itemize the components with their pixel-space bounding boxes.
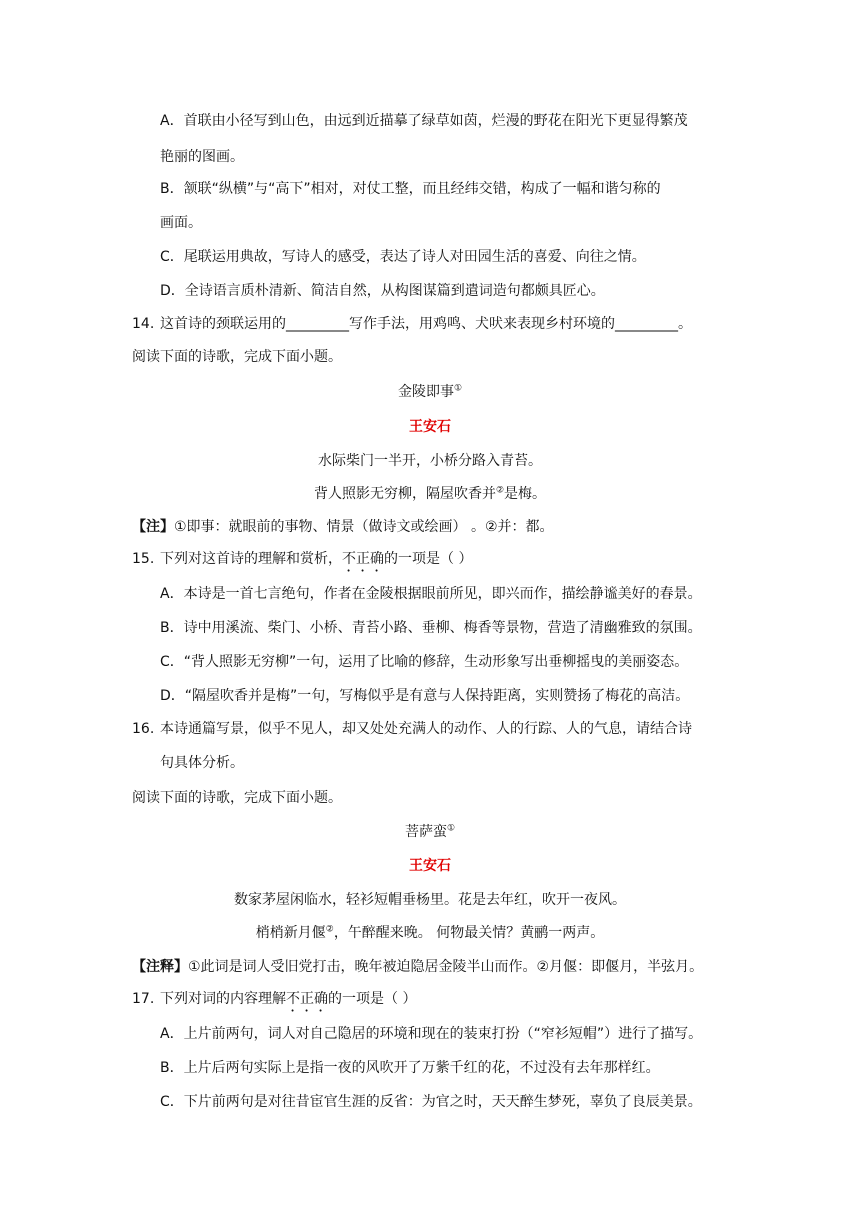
question-text: 下列对这首诗的理解和赏析，: [160, 551, 342, 567]
poem1-line1: 水际柴门一半开，小桥分路入青苔。: [318, 453, 542, 469]
question-number: 17.: [132, 991, 155, 1007]
question-16-cont: 句具体分析。: [160, 755, 244, 771]
poem1-line2: [0, 483, 860, 505]
question-14: [132, 313, 692, 335]
question-text: 的一项是（ ）: [384, 551, 473, 567]
poem1-author: 王安石: [409, 419, 451, 435]
note-text: ①即事：就眼前的事物、情景（做诗文或绘画） 。②并：都。: [174, 519, 554, 535]
note-text: ①此词是词人受旧党打击，晚年被迫隐居金陵半山而作。②月偃：即偃月，半弦月。: [188, 959, 704, 975]
poem2-author: 王安石: [409, 858, 451, 874]
emphasis-text: 不正确: [286, 991, 328, 1007]
q13-option-b-line2: 画面。: [160, 215, 202, 231]
question-text: 本诗通篇写景，似乎不见人，却又处处充满人的动作、人的行踪、人的气息，请结合诗: [160, 721, 692, 737]
q17-option-a: A．上片前两句，词人对自己隐居的环境和现在的装束打扮（“窄衫短帽”）进行了描写。: [160, 1026, 703, 1042]
q13-option-a-line2: 艳丽的图画。: [160, 149, 244, 165]
q15-option-c: C．“背人照影无穷柳”一句，运用了比喻的修辞，生动形象写出垂柳摇曳的美丽姿态。: [160, 654, 689, 670]
poem-line-part: 背人照影无穷柳，隔屋吹香并: [313, 486, 496, 502]
poem2-note: [132, 956, 703, 978]
reading-intro-1: 阅读下面的诗歌，完成下面小题。: [132, 349, 342, 365]
footnote-marker: ②: [495, 485, 505, 496]
q15-option-d: D．“隔屋吹香并是梅”一句，写梅似乎是有意与人保持距离，实则赞扬了梅花的高洁。: [160, 688, 690, 704]
poem2-line1: 数家茅屋闲临水，轻衫短帽垂杨里。花是去年红，吹开一夜风。: [234, 892, 626, 908]
q17-option-b: B．上片后两句实际上是指一夜的风吹开了万紫千红的花，不过没有去年那样红。: [160, 1060, 660, 1076]
question-number: 14.: [132, 316, 155, 332]
emphasis-text: 不正确: [342, 551, 384, 567]
question-15: [132, 548, 472, 575]
footnote-marker: ②: [325, 924, 334, 935]
reading-intro-2: 阅读下面的诗歌，完成下面小题。: [132, 790, 342, 806]
poem2-title: [0, 821, 860, 843]
question-number: 15.: [132, 551, 155, 567]
poem2-line2: [0, 922, 860, 944]
question-16: [132, 718, 692, 740]
q13-option-b-line1: B．颔联“纵横”与“高下”相对，对仗工整，而且经纬交错，构成了一幅和谐匀称的: [160, 181, 661, 197]
q13-option-c: C．尾联运用典故，写诗人的感受，表达了诗人对田园生活的喜爱、向往之情。: [160, 249, 646, 265]
poem-line-part: 梢梢新月偃: [255, 925, 326, 941]
question-text: 下列对词的内容理解: [160, 991, 286, 1007]
poem-line-part: ，午醉醒来晚。 何物最关情？黄鹂一两声。: [333, 925, 605, 941]
poem-title-text: 金陵即事: [397, 384, 454, 400]
footnote-marker: ①: [446, 823, 456, 834]
q15-option-a: A．本诗是一首七言绝句，作者在金陵根据眼前所见，即兴而作，描绘静谧美好的春景。: [160, 586, 702, 602]
question-17: [132, 988, 416, 1015]
poem-title-text: 菩萨蛮: [404, 824, 447, 840]
poem1-note: [132, 516, 554, 538]
poem1-title: [0, 381, 860, 403]
footnote-marker: ①: [453, 383, 463, 394]
question-text: 的一项是（ ）: [328, 991, 417, 1007]
note-tag: 【注】: [132, 519, 174, 535]
q13-option-a-line1: A．首联由小径写到山色，由远到近描摹了绿草如茵，烂漫的野花在阳光下更显得繁茂: [160, 113, 688, 129]
q15-option-b: B．诗中用溪流、柴门、小桥、青苔小路、垂柳、梅香等景物，营造了清幽雅致的氛围。: [160, 620, 702, 636]
note-tag: 【注释】: [132, 959, 188, 975]
question-text: 这首诗的颈联运用的_________写作手法，用鸡鸣、犬吠来表现乡村环境的_________。: [160, 316, 692, 332]
poem-line-part: 是梅。: [504, 486, 547, 502]
q13-option-d: D．全诗语言质朴清新、简洁自然，从构图谋篇到遣词造句都颇具匠心。: [160, 283, 605, 299]
question-number: 16.: [132, 721, 155, 737]
q17-option-c: C．下片前两句是对往昔宦官生涯的反省：为官之时，天天醉生梦死，辜负了良辰美景。: [160, 1094, 702, 1110]
